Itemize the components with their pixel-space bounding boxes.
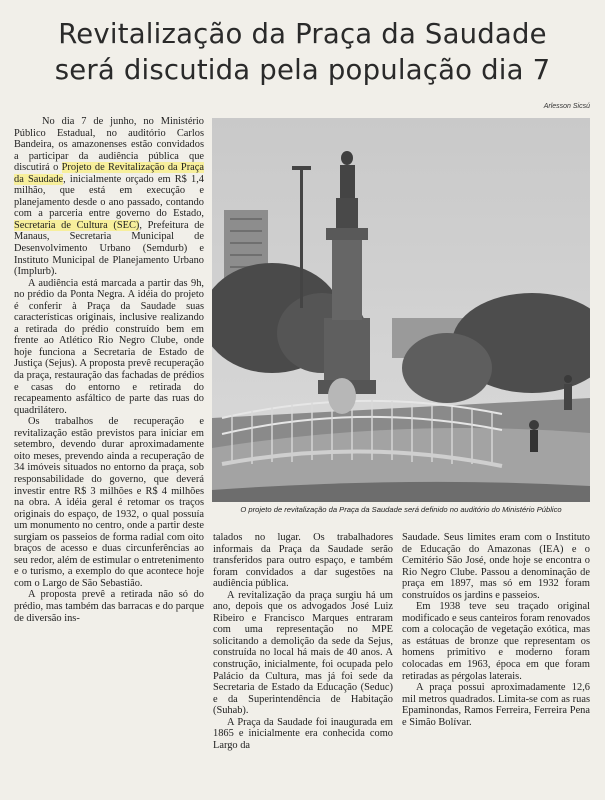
headline-line-2: será discutida pela população dia 7 — [54, 54, 551, 86]
article-photo — [212, 118, 590, 502]
paragraph: Saudade. Seus limites eram com o Instituto de Educação do Amazonas (IEA) e o Cemitério São José, onde hoje se encontra o Rio Negro Clube. Passou a denominação de praça em 1897, mas só em 1932 foram construídos os jardins e passeios. — [402, 532, 590, 601]
article-column-1 — [14, 116, 204, 796]
praca-photo-illustration — [212, 118, 590, 502]
article-column-2 — [213, 532, 393, 796]
paragraph: Em 1938 teve seu traçado original modificado e seus canteiros foram renovados com a colocação de vegetação exótica, mas as estátuas de bronze que representam os homens primitivo e moderno foram colocadas em 1963, época em que foram retiradas as pérgolas laterais. — [402, 601, 590, 682]
paragraph — [14, 116, 204, 278]
paragraph: A Praça da Saudade foi inaugurada em 1865 e inicialmente era conhecida como Largo da — [213, 716, 393, 751]
byline: Arlesson Sicsú — [543, 103, 590, 110]
photo-caption: O projeto de revitalização da Praça da Saudade será definido no auditório do Ministério Público — [240, 505, 562, 514]
highlighted-secretaria: Secretaria de Cultura (SEC) — [14, 219, 140, 231]
paragraph: A revitalização da praça surgiu há um ano, depois que os advogados José Luiz Ribeiro e Francisco Marques entraram com uma representação no MPE solicitando a demolição da sede da Sejus, construída no local há mais de 40 anos. A construção, inicialmente, foi ocupada pelo Palácio da Cultura, mas já foi sede da Secretaria de Estado da Educação (Seduc) e da Superintendência de Habitação (Suhab). — [213, 589, 393, 717]
text-run: , Prefeitura de Manaus, Secretaria Municipal de Desenvolvimento Urbano (Semdurb) e Instituto Municipal de Planejamento Urbano (Implurb). — [14, 219, 204, 278]
headline-line-1: Revitalização da Praça da Saudade — [58, 18, 547, 50]
paragraph: A audiência está marcada a partir das 9h, no prédio da Ponta Negra. A idéia do projeto é conferir à Praça da Saudade suas características originais, inclusive realizando a retirada do prédio construído bem em frente ao Atlético Rio Negro Clube, onde hoje funciona a Secretaria de Estado de Justiça (Sejus). A proposta prevê recuperação da praça, restauração das fachadas de prédios e casas do entorno e retirada do recapeamento asfáltico de parte das ruas do quadrilátero. — [14, 277, 204, 416]
paragraph: talados no lugar. Os trabalhadores informais da Praça da Saudade serão transferidos para outro espaço, e também foram convidados a dar sugestões na audiência pública. — [213, 532, 393, 590]
article-column-3 — [402, 532, 590, 796]
highlighted-project-name: Projeto de Revitalização da Praça da Saudade — [14, 162, 204, 185]
paragraph: A praça possui aproximadamente 12,6 mil metros quadrados. Limita-se com as ruas Epaminondas, Ramos Ferreira, Ferreira Pena e Simão Bolívar. — [402, 682, 590, 728]
headline — [10, 16, 595, 88]
text-run: , inicialmente orçado em R$ 1,4 milhão, que está em execução e planejamento desde o ano passado, contando com a parceria entre governo do Estado, — [14, 173, 204, 220]
paragraph: A proposta prevê a retirada não só do prédio, mas também das barracas e do parque de diversão ins- — [14, 589, 204, 624]
paragraph: Os trabalhos de recuperação e revitalização estão previstos para iniciar em setembro, devendo durar aproximadamente oito meses, prevendo ainda a recuperação de 34 imóveis situados no entorno da praça, sob responsabilidade do governo, que deverá investir entre R$ 3 milhões e R$ 4 milhões na obra. A idéia geral é retomar os traços originais do espaço, de 1932, o qual possuía um monumento no centro, onde a partir deste surgiam os passeios de forma radial com oito braços de acesso e duas circunferências ao seu redor, além de estimular o entretenimento e o turismo, a exemplo do que acontece hoje com o Largo de São Sebastião. — [14, 416, 204, 589]
text-run: No dia 7 de junho, no Ministério Público Estadual, no auditório Carlos Bandeira, os amazonenses estão convidados a participar da audiência pública que discutirá o — [14, 116, 204, 174]
